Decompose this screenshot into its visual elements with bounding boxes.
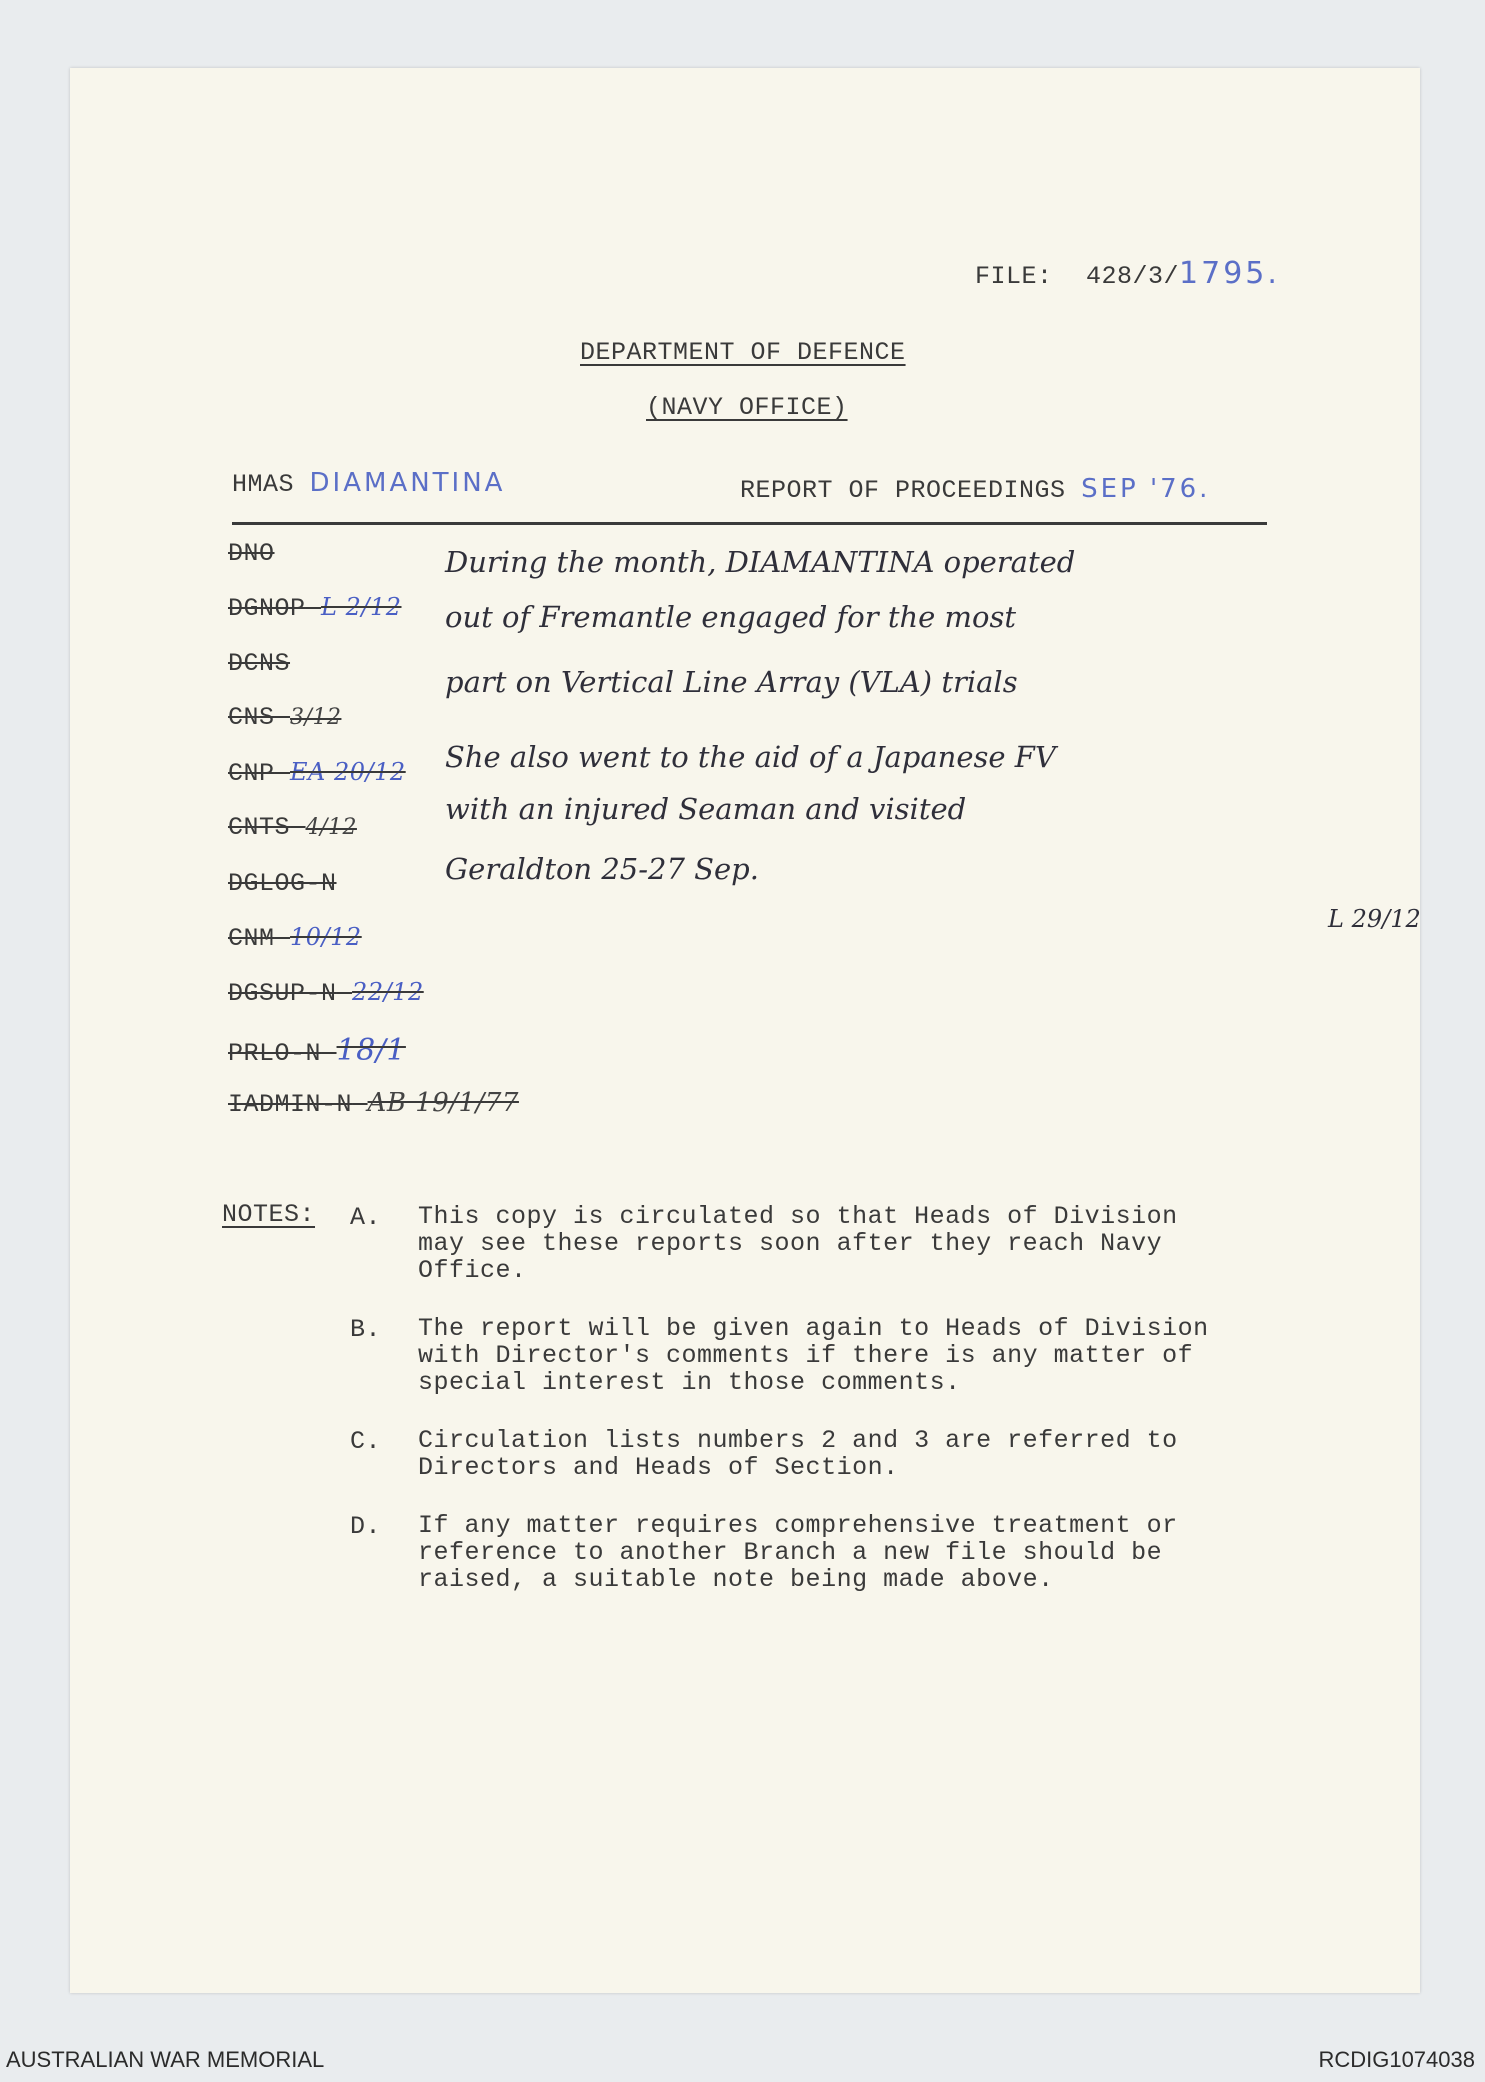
margin-initial: L 29/12: [1328, 905, 1421, 933]
recipient-item: DCNS: [228, 649, 291, 678]
recipient-item: DNO: [228, 539, 275, 568]
file-reference: [975, 256, 1280, 291]
narrative-line: During the month, DIAMANTINA operated: [445, 545, 1076, 579]
narrative-line: with an injured Seaman and visited: [445, 792, 967, 826]
office-heading: (NAVY OFFICE): [646, 393, 848, 422]
file-number: 428/3/: [1086, 262, 1180, 291]
recipient-item: CNS 3/12: [228, 703, 342, 732]
ship-name: DIAMANTINA: [309, 468, 506, 498]
report-label: REPORT OF PROCEEDINGS: [740, 476, 1066, 505]
ship-line: [232, 468, 505, 499]
report-period: SEP '76.: [1081, 474, 1211, 504]
recipient-item: CNP EA 20/12: [228, 758, 406, 788]
document-page: [70, 68, 1420, 1993]
footer-record-id: RCDIG1074038: [1318, 2047, 1475, 2072]
file-label: FILE:: [975, 262, 1053, 291]
recipient-item: DGSUP-N 22/12: [228, 978, 424, 1008]
header-rule: [232, 522, 1267, 525]
department-heading: DEPARTMENT OF DEFENCE: [580, 338, 906, 367]
recipient-item: DGLOG-N: [228, 869, 337, 898]
narrative-line: Geraldton 25-27 Sep.: [445, 852, 759, 886]
narrative-line: part on Vertical Line Array (VLA) trials: [445, 665, 1018, 699]
notes-label: NOTES:: [222, 1200, 316, 1229]
recipient-item: CNM 10/12: [228, 923, 362, 953]
narrative-line: out of Fremantle engaged for the most: [445, 600, 1017, 634]
file-number-handwritten: 1795.: [1179, 256, 1280, 291]
narrative-line: She also went to the aid of a Japanese FV: [445, 740, 1056, 774]
recipient-item: PRLO-N 18/1: [228, 1033, 406, 1068]
report-line: [740, 474, 1210, 505]
recipient-item: DGNOP L 2/12: [228, 593, 402, 623]
recipient-item: CNTS 4/12: [228, 813, 357, 842]
footer-institution: AUSTRALIAN WAR MEMORIAL: [6, 2047, 325, 2072]
recipient-item: IADMIN-N AB 19/1/77: [228, 1088, 519, 1119]
hmas-label: HMAS: [232, 470, 295, 499]
